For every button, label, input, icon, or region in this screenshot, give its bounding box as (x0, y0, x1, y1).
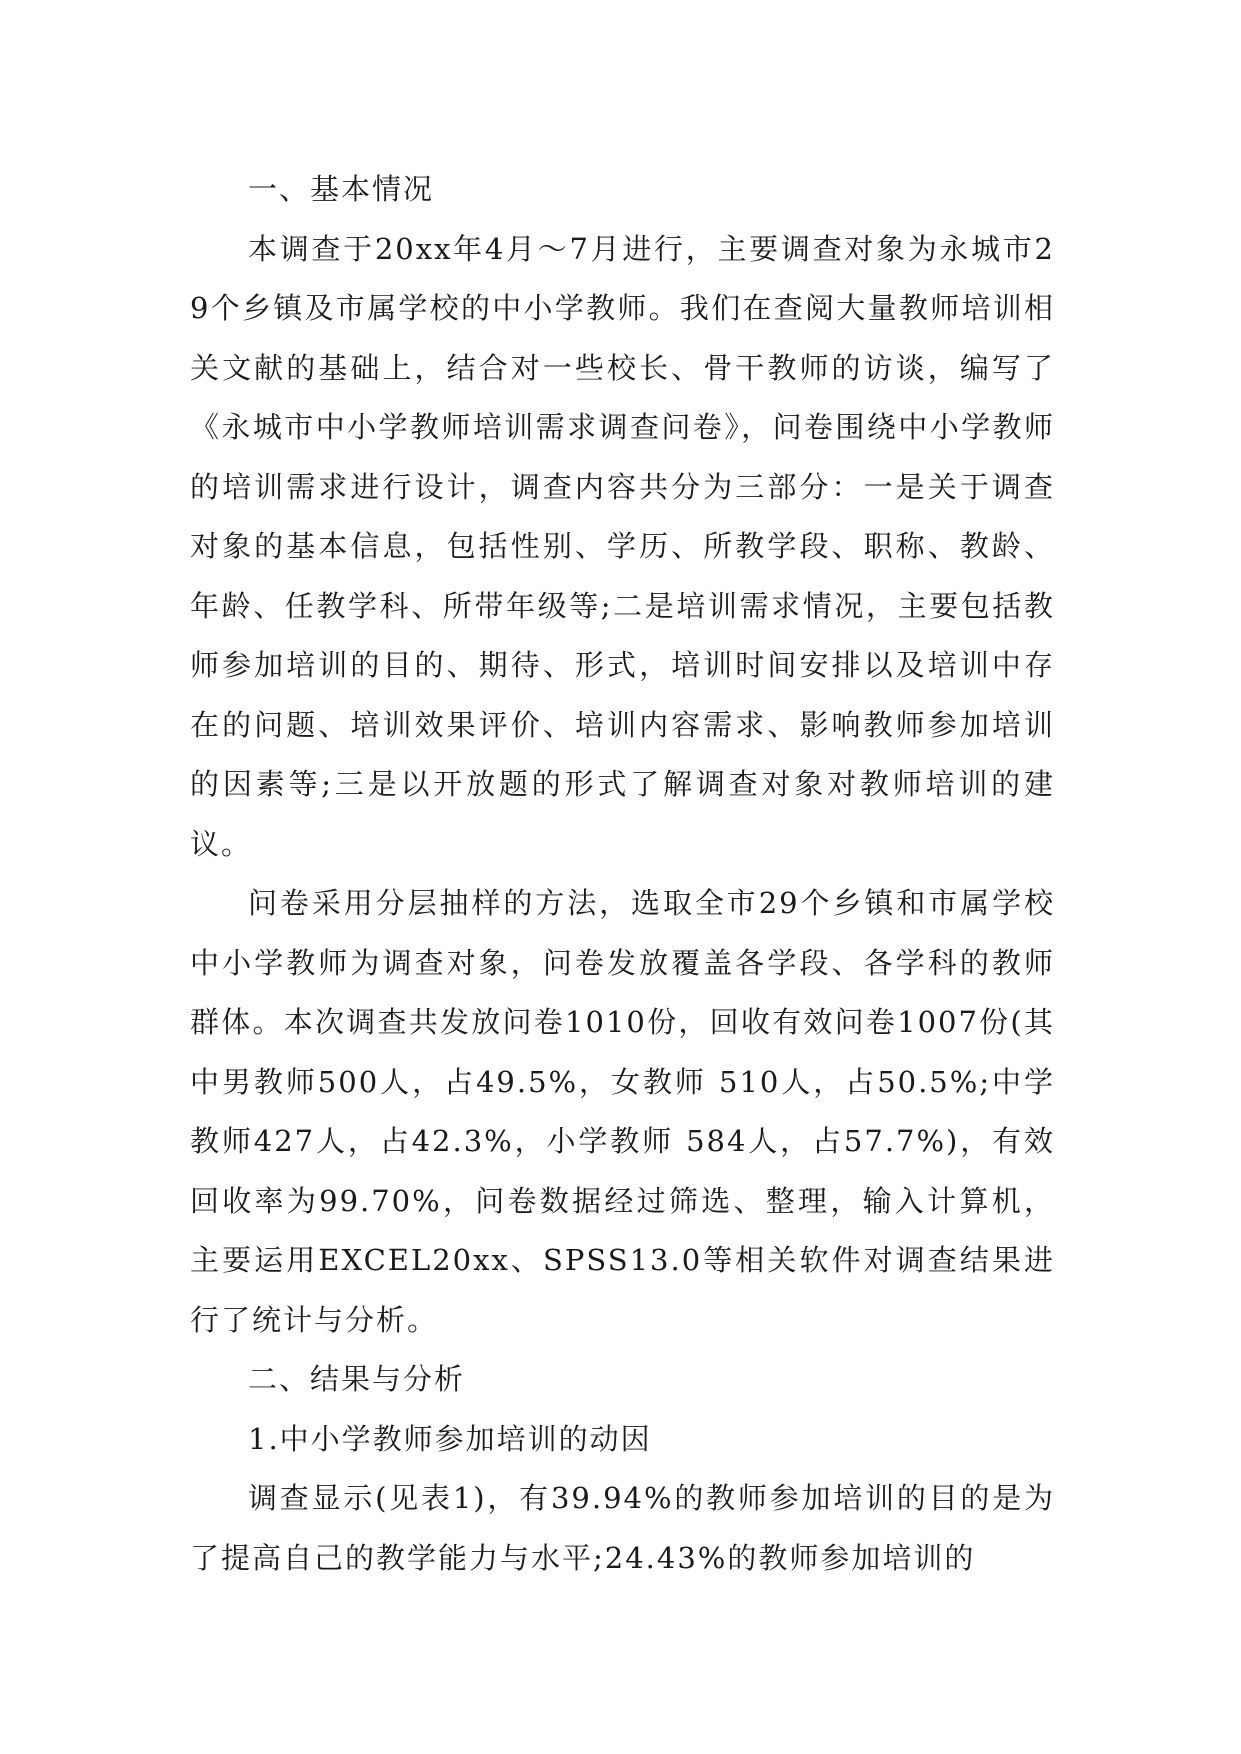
paragraph-motivation-findings: 调查显示(见表1)，有39.94%的教师参加培训的目的是为了提高自己的教学能力与水平;24.43%的教师参加培训的 (190, 1481, 1055, 1575)
subsection-heading-motivation: 1.中小学教师参加培训的动因 (248, 1421, 652, 1456)
section-heading-results: 二、结果与分析 (248, 1362, 466, 1396)
paragraph-survey-overview: 本调查于20xx年4月～7月进行，主要调查对象为永城市29个乡镇及市属学校的中小学教师。我们在查阅大量教师培训相关文献的基础上，结合对一些校长、骨干教师的访谈，编写了《永城市中小学教师培训需求调查问卷》，问卷围绕中小学教师的培训需求进行设计，调查内容共分为三部分：一是关于调查对象的基本信息，包括性别、学历、所教学段、职称、教龄、年龄、任教学科、所带年级等;二是培训需求情况，主要包括教师参加培训的目的、期待、形式，培训时间安排以及培训中存在的问题、培训效果评价、培训内容需求、影响教师参加培训的因素等;三是以开放题的形式了解调查对象对教师培训的建议。 (190, 231, 1055, 861)
paragraph-sampling-method: 问卷采用分层抽样的方法，选取全市29个乡镇和市属学校中小学教师为调查对象，问卷发放覆盖各学段、各学科的教师群体。本次调查共发放问卷1010份，回收有效问卷1007份(其中男教师500人，占49.5%，女教师 510人，占50.5%;中学教师427人，占42.3%，小学教师 584人，占57.7%)，有效回收率为99.70%，问卷数据经过筛选、整理，输入计算机，主要运用EXCEL20xx、SPSS13.0等相关软件对调查结果进行了统计与分析。 (190, 886, 1055, 1337)
section-heading-basic-info: 一、基本情况 (248, 172, 435, 206)
document-page (190, 160, 1055, 1588)
